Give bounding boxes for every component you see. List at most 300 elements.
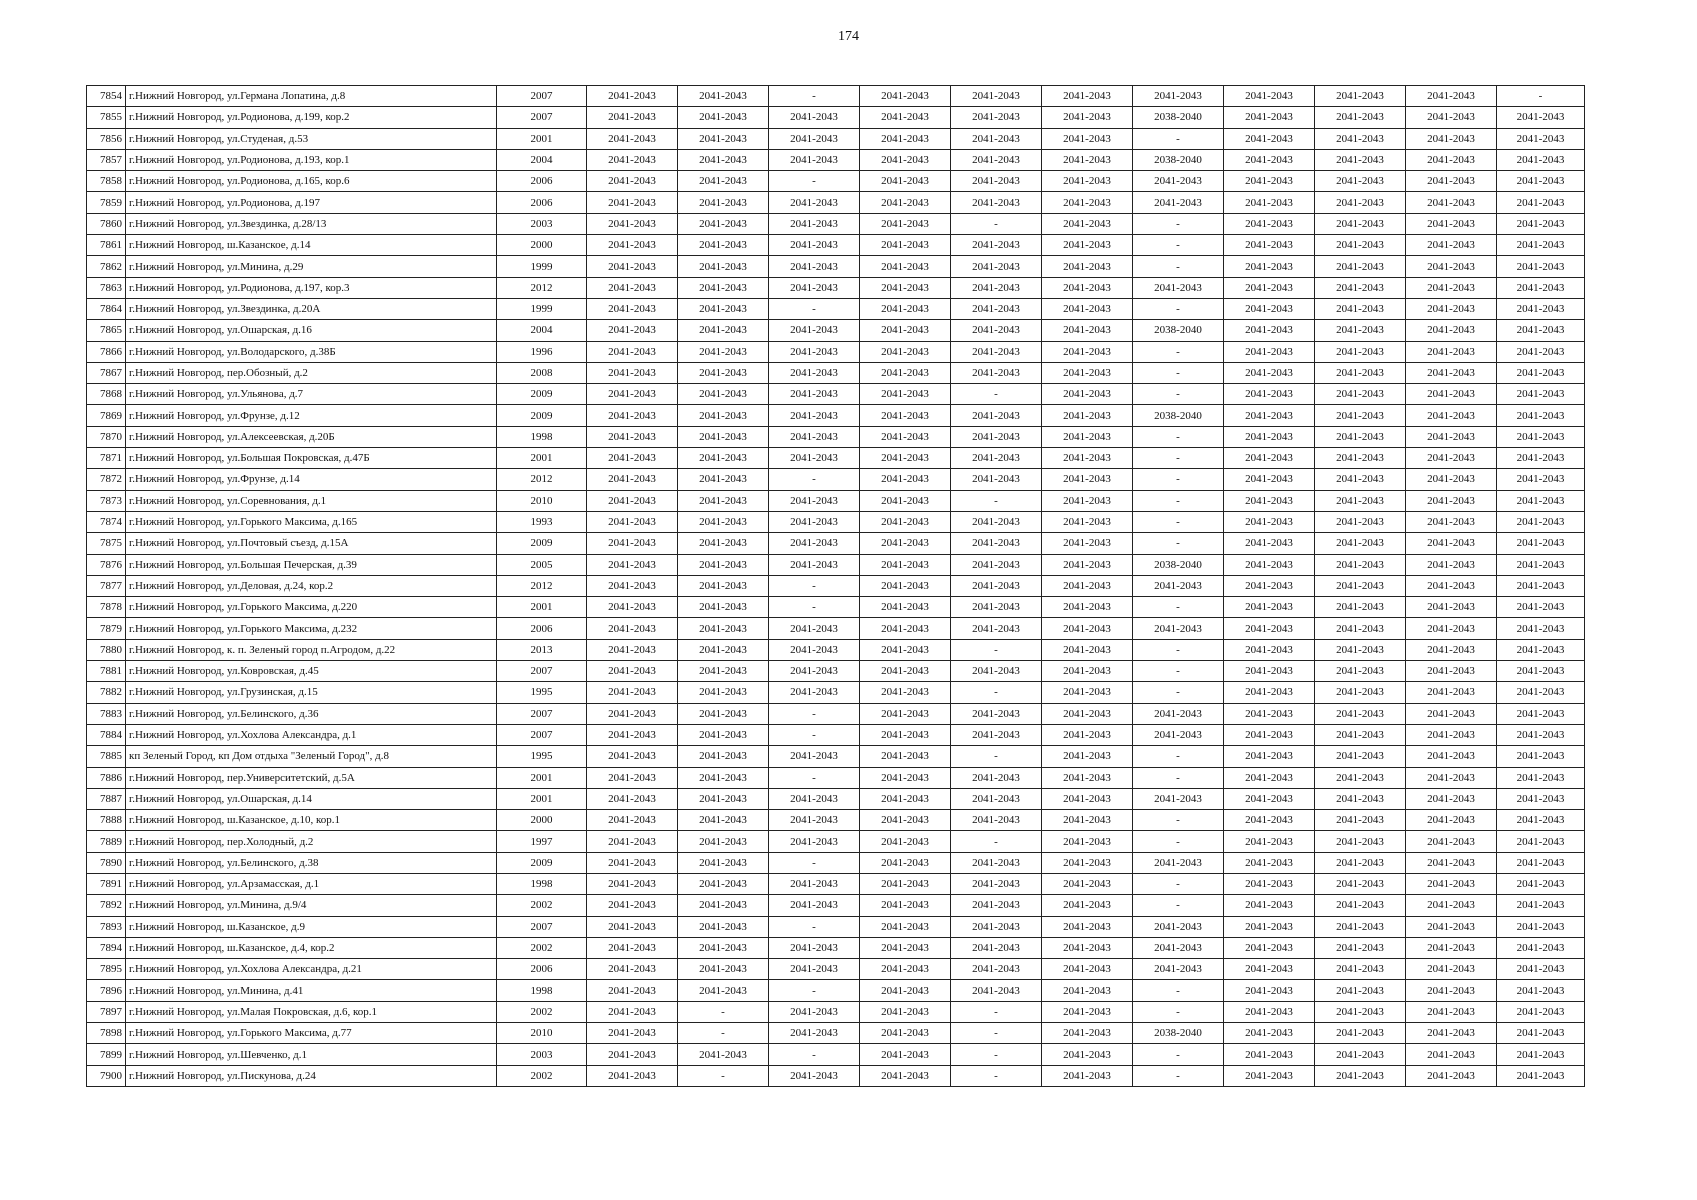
period-cell: 2038-2040 (1133, 149, 1224, 170)
year-cell: 2006 (497, 192, 587, 213)
period-cell: 2041-2043 (1133, 788, 1224, 809)
period-cell: - (1133, 341, 1224, 362)
table-row (87, 1023, 1585, 1044)
period-cell: 2041-2043 (1315, 405, 1406, 426)
period-cell: 2041-2043 (1497, 362, 1585, 383)
period-cell: 2041-2043 (678, 469, 769, 490)
period-cell: 2041-2043 (678, 171, 769, 192)
period-cell: 2041-2043 (1224, 959, 1315, 980)
period-cell: 2041-2043 (1224, 746, 1315, 767)
period-cell: 2041-2043 (1497, 490, 1585, 511)
table-row (87, 235, 1585, 256)
period-cell: 2041-2043 (1406, 277, 1497, 298)
period-cell: 2041-2043 (860, 746, 951, 767)
year-cell: 2013 (497, 639, 587, 660)
period-cell: 2041-2043 (1497, 128, 1585, 149)
period-cell: 2038-2040 (1133, 405, 1224, 426)
table-row (87, 873, 1585, 894)
period-cell: 2041-2043 (1224, 256, 1315, 277)
address-cell: г.Нижний Новгород, ул.Горького Максима, д.232 (126, 618, 497, 639)
table-row (87, 86, 1585, 107)
row-number-cell: 7854 (87, 86, 126, 107)
period-cell: 2041-2043 (678, 235, 769, 256)
period-cell: 2041-2043 (1315, 341, 1406, 362)
period-cell: 2041-2043 (769, 192, 860, 213)
period-cell: 2041-2043 (678, 575, 769, 596)
period-cell: 2041-2043 (1224, 341, 1315, 362)
period-cell: 2041-2043 (587, 171, 678, 192)
period-cell: - (769, 298, 860, 319)
period-cell: 2041-2043 (1042, 873, 1133, 894)
year-cell: 2010 (497, 1023, 587, 1044)
period-cell: 2041-2043 (1406, 362, 1497, 383)
period-cell: 2041-2043 (1133, 959, 1224, 980)
period-cell: 2041-2043 (860, 980, 951, 1001)
period-cell: 2041-2043 (1315, 511, 1406, 532)
period-cell: - (1497, 86, 1585, 107)
address-cell: г.Нижний Новгород, ул.Звездинка, д.28/13 (126, 213, 497, 234)
period-cell: 2041-2043 (860, 320, 951, 341)
year-cell: 2000 (497, 235, 587, 256)
table-row (87, 320, 1585, 341)
period-cell: - (1133, 128, 1224, 149)
period-cell: 2041-2043 (1406, 149, 1497, 170)
year-cell: 1995 (497, 682, 587, 703)
period-cell: 2041-2043 (1497, 298, 1585, 319)
period-cell: 2041-2043 (769, 490, 860, 511)
period-cell: 2041-2043 (860, 362, 951, 383)
table-row (87, 618, 1585, 639)
period-cell: 2041-2043 (860, 192, 951, 213)
period-cell: 2041-2043 (1224, 86, 1315, 107)
period-cell: 2041-2043 (1133, 171, 1224, 192)
period-cell: 2041-2043 (860, 405, 951, 426)
row-number-cell: 7886 (87, 767, 126, 788)
period-cell: - (1133, 426, 1224, 447)
period-cell: 2041-2043 (1406, 533, 1497, 554)
period-cell: 2041-2043 (678, 384, 769, 405)
period-cell: 2041-2043 (1224, 575, 1315, 596)
period-cell: 2041-2043 (1497, 724, 1585, 745)
period-cell: 2041-2043 (1497, 682, 1585, 703)
period-cell: 2041-2043 (1315, 490, 1406, 511)
period-cell: 2041-2043 (1315, 384, 1406, 405)
period-cell: 2041-2043 (587, 384, 678, 405)
period-cell: 2041-2043 (1315, 639, 1406, 660)
period-cell: 2041-2043 (1315, 788, 1406, 809)
period-cell: 2041-2043 (769, 128, 860, 149)
period-cell: 2041-2043 (1406, 490, 1497, 511)
period-cell: - (769, 980, 860, 1001)
period-cell: 2041-2043 (769, 959, 860, 980)
period-cell: 2041-2043 (1315, 767, 1406, 788)
period-cell: 2041-2043 (1406, 873, 1497, 894)
row-number-cell: 7869 (87, 405, 126, 426)
row-number-cell: 7868 (87, 384, 126, 405)
address-cell: г.Нижний Новгород, ул.Ошарская, д.14 (126, 788, 497, 809)
period-cell: 2038-2040 (1133, 1023, 1224, 1044)
period-cell: 2041-2043 (860, 703, 951, 724)
table-row (87, 171, 1585, 192)
period-cell: 2041-2043 (1406, 852, 1497, 873)
period-cell: 2041-2043 (1406, 341, 1497, 362)
period-cell: 2041-2043 (1315, 810, 1406, 831)
year-cell: 2009 (497, 533, 587, 554)
period-cell: - (951, 682, 1042, 703)
year-cell: 2001 (497, 597, 587, 618)
period-cell: 2041-2043 (951, 554, 1042, 575)
period-cell: 2041-2043 (951, 341, 1042, 362)
table-row (87, 831, 1585, 852)
period-cell: 2041-2043 (1497, 405, 1585, 426)
table-row (87, 980, 1585, 1001)
period-cell: 2041-2043 (587, 511, 678, 532)
period-cell: 2041-2043 (1315, 213, 1406, 234)
period-cell: 2041-2043 (587, 86, 678, 107)
period-cell: 2041-2043 (769, 1023, 860, 1044)
period-cell: 2041-2043 (587, 618, 678, 639)
period-cell: 2041-2043 (1406, 1023, 1497, 1044)
period-cell: 2041-2043 (951, 405, 1042, 426)
period-cell: 2041-2043 (1315, 149, 1406, 170)
address-cell: г.Нижний Новгород, ул.Большая Печерская, д.39 (126, 554, 497, 575)
period-cell: 2041-2043 (1224, 192, 1315, 213)
period-cell: 2041-2043 (860, 639, 951, 660)
table-row (87, 341, 1585, 362)
period-cell: 2041-2043 (1406, 831, 1497, 852)
year-cell: 2009 (497, 384, 587, 405)
year-cell: 2007 (497, 916, 587, 937)
table-row (87, 1001, 1585, 1022)
period-cell: 2041-2043 (1315, 746, 1406, 767)
address-cell: г.Нижний Новгород, ул.Родионова, д.165, кор.6 (126, 171, 497, 192)
period-cell: 2041-2043 (1224, 107, 1315, 128)
year-cell: 2002 (497, 1065, 587, 1086)
year-cell: 2008 (497, 362, 587, 383)
period-cell: 2041-2043 (769, 1001, 860, 1022)
period-cell: - (1133, 511, 1224, 532)
period-cell: 2041-2043 (860, 533, 951, 554)
table-row (87, 1065, 1585, 1086)
period-cell: 2041-2043 (769, 746, 860, 767)
period-cell: 2041-2043 (860, 916, 951, 937)
period-cell: 2041-2043 (678, 959, 769, 980)
period-cell: 2041-2043 (1224, 1023, 1315, 1044)
period-cell: 2041-2043 (587, 810, 678, 831)
period-cell: 2041-2043 (1406, 1001, 1497, 1022)
table-row (87, 810, 1585, 831)
row-number-cell: 7865 (87, 320, 126, 341)
period-cell: 2038-2040 (1133, 320, 1224, 341)
period-cell: 2041-2043 (587, 362, 678, 383)
period-cell: 2041-2043 (1315, 362, 1406, 383)
table-row (87, 916, 1585, 937)
period-cell: 2041-2043 (860, 1065, 951, 1086)
table-row (87, 895, 1585, 916)
period-cell: 2041-2043 (1315, 86, 1406, 107)
year-cell: 2001 (497, 448, 587, 469)
year-cell: 2004 (497, 320, 587, 341)
year-cell: 2012 (497, 469, 587, 490)
period-cell: 2041-2043 (1042, 277, 1133, 298)
period-cell: 2041-2043 (1042, 128, 1133, 149)
period-cell: 2041-2043 (587, 746, 678, 767)
address-cell: кп Зеленый Город, кп Дом отдыха "Зеленый Город", д.8 (126, 746, 497, 767)
row-number-cell: 7871 (87, 448, 126, 469)
period-cell: 2041-2043 (860, 810, 951, 831)
table-row (87, 639, 1585, 660)
period-cell: - (678, 1001, 769, 1022)
period-cell: 2041-2043 (1315, 469, 1406, 490)
period-cell: 2041-2043 (1224, 980, 1315, 1001)
row-number-cell: 7891 (87, 873, 126, 894)
period-cell: 2041-2043 (678, 788, 769, 809)
period-cell: 2041-2043 (678, 362, 769, 383)
period-cell: - (1133, 746, 1224, 767)
period-cell: - (1133, 213, 1224, 234)
table-body (87, 86, 1585, 1087)
period-cell: 2041-2043 (1497, 980, 1585, 1001)
period-cell: 2041-2043 (1497, 639, 1585, 660)
row-number-cell: 7893 (87, 916, 126, 937)
period-cell: 2041-2043 (1497, 575, 1585, 596)
period-cell: 2041-2043 (951, 810, 1042, 831)
period-cell: 2041-2043 (678, 1044, 769, 1065)
period-cell: 2041-2043 (951, 767, 1042, 788)
table-row (87, 554, 1585, 575)
table-row (87, 256, 1585, 277)
year-cell: 2003 (497, 213, 587, 234)
period-cell: 2041-2043 (678, 277, 769, 298)
year-cell: 2010 (497, 490, 587, 511)
period-cell: 2041-2043 (951, 618, 1042, 639)
period-cell: - (1133, 682, 1224, 703)
period-cell: 2041-2043 (860, 511, 951, 532)
period-cell: 2041-2043 (1224, 1001, 1315, 1022)
period-cell: 2041-2043 (587, 937, 678, 958)
period-cell: 2041-2043 (1224, 533, 1315, 554)
period-cell: 2041-2043 (951, 873, 1042, 894)
period-cell: 2041-2043 (769, 788, 860, 809)
row-number-cell: 7882 (87, 682, 126, 703)
address-cell: г.Нижний Новгород, ул.Ковровская, д.45 (126, 661, 497, 682)
period-cell: 2041-2043 (769, 448, 860, 469)
period-cell: 2041-2043 (1406, 980, 1497, 1001)
period-cell: 2041-2043 (1224, 235, 1315, 256)
period-cell: 2041-2043 (678, 149, 769, 170)
period-cell: 2041-2043 (587, 235, 678, 256)
period-cell: 2041-2043 (1224, 149, 1315, 170)
period-cell: 2041-2043 (1224, 937, 1315, 958)
period-cell: 2041-2043 (587, 575, 678, 596)
period-cell: 2041-2043 (860, 469, 951, 490)
period-cell: 2041-2043 (1406, 618, 1497, 639)
period-cell: 2041-2043 (1406, 426, 1497, 447)
table-row (87, 661, 1585, 682)
period-cell: 2041-2043 (1315, 1065, 1406, 1086)
period-cell: 2041-2043 (769, 554, 860, 575)
period-cell: 2041-2043 (1315, 107, 1406, 128)
period-cell: 2041-2043 (951, 298, 1042, 319)
address-cell: г.Нижний Новгород, ул.Почтовый съезд, д.15А (126, 533, 497, 554)
period-cell: 2041-2043 (860, 554, 951, 575)
period-cell: 2041-2043 (769, 511, 860, 532)
period-cell: - (1133, 362, 1224, 383)
period-cell: 2041-2043 (1497, 213, 1585, 234)
period-cell: 2041-2043 (1042, 448, 1133, 469)
address-cell: г.Нижний Новгород, пер.Холодный, д.2 (126, 831, 497, 852)
period-cell: - (1133, 1065, 1224, 1086)
row-number-cell: 7875 (87, 533, 126, 554)
period-cell: 2041-2043 (1497, 511, 1585, 532)
address-cell: г.Нижний Новгород, ул.Студеная, д.53 (126, 128, 497, 149)
period-cell: 2041-2043 (678, 490, 769, 511)
period-cell: 2041-2043 (769, 107, 860, 128)
period-cell: 2041-2043 (1224, 639, 1315, 660)
period-cell: 2041-2043 (1497, 852, 1585, 873)
period-cell: 2041-2043 (1497, 895, 1585, 916)
period-cell: 2041-2043 (769, 639, 860, 660)
period-cell: 2041-2043 (587, 341, 678, 362)
row-number-cell: 7856 (87, 128, 126, 149)
row-number-cell: 7878 (87, 597, 126, 618)
period-cell: - (951, 1001, 1042, 1022)
period-cell: 2041-2043 (1042, 320, 1133, 341)
period-cell: 2041-2043 (678, 213, 769, 234)
period-cell: 2041-2043 (1497, 426, 1585, 447)
address-cell: г.Нижний Новгород, ул.Большая Покровская, д.47Б (126, 448, 497, 469)
year-cell: 2005 (497, 554, 587, 575)
period-cell: 2041-2043 (678, 341, 769, 362)
period-cell: 2041-2043 (951, 128, 1042, 149)
row-number-cell: 7884 (87, 724, 126, 745)
period-cell: 2041-2043 (1406, 511, 1497, 532)
period-cell: 2041-2043 (1497, 235, 1585, 256)
period-cell: 2041-2043 (860, 895, 951, 916)
period-cell: 2041-2043 (678, 852, 769, 873)
year-cell: 1998 (497, 426, 587, 447)
row-number-cell: 7867 (87, 362, 126, 383)
period-cell: 2041-2043 (860, 448, 951, 469)
period-cell: 2041-2043 (678, 873, 769, 894)
period-cell: 2041-2043 (1497, 788, 1585, 809)
period-cell: 2041-2043 (678, 618, 769, 639)
period-cell: 2041-2043 (587, 128, 678, 149)
table-row (87, 703, 1585, 724)
period-cell: 2041-2043 (860, 661, 951, 682)
row-number-cell: 7897 (87, 1001, 126, 1022)
row-number-cell: 7896 (87, 980, 126, 1001)
year-cell: 1998 (497, 873, 587, 894)
period-cell: 2041-2043 (1497, 1023, 1585, 1044)
period-cell: 2041-2043 (587, 490, 678, 511)
period-cell: 2041-2043 (951, 149, 1042, 170)
period-cell: 2041-2043 (587, 149, 678, 170)
period-cell: - (1133, 831, 1224, 852)
period-cell: 2041-2043 (1224, 597, 1315, 618)
year-cell: 2007 (497, 724, 587, 745)
period-cell: 2041-2043 (1315, 235, 1406, 256)
period-cell: 2041-2043 (860, 682, 951, 703)
period-cell: 2041-2043 (1224, 213, 1315, 234)
period-cell: - (951, 746, 1042, 767)
row-number-cell: 7861 (87, 235, 126, 256)
period-cell: 2041-2043 (1406, 256, 1497, 277)
address-cell: г.Нижний Новгород, ул.Горького Максима, д.220 (126, 597, 497, 618)
row-number-cell: 7881 (87, 661, 126, 682)
year-cell: 2006 (497, 959, 587, 980)
period-cell: 2041-2043 (1042, 341, 1133, 362)
period-cell: 2041-2043 (951, 192, 1042, 213)
period-cell: 2041-2043 (860, 384, 951, 405)
period-cell: 2041-2043 (587, 597, 678, 618)
row-number-cell: 7860 (87, 213, 126, 234)
address-cell: г.Нижний Новгород, ул.Германа Лопатина, д.8 (126, 86, 497, 107)
period-cell: - (678, 1065, 769, 1086)
period-cell: 2041-2043 (1224, 810, 1315, 831)
period-cell: 2041-2043 (860, 959, 951, 980)
period-cell: 2041-2043 (769, 831, 860, 852)
period-cell: 2041-2043 (769, 384, 860, 405)
period-cell: 2041-2043 (1406, 916, 1497, 937)
period-cell: 2041-2043 (860, 490, 951, 511)
address-cell: г.Нижний Новгород, пер.Обозный, д.2 (126, 362, 497, 383)
period-cell: 2041-2043 (860, 107, 951, 128)
address-cell: г.Нижний Новгород, ул.Минина, д.41 (126, 980, 497, 1001)
row-number-cell: 7900 (87, 1065, 126, 1086)
period-cell: 2041-2043 (769, 895, 860, 916)
year-cell: 1999 (497, 256, 587, 277)
period-cell: 2041-2043 (951, 107, 1042, 128)
row-number-cell: 7899 (87, 1044, 126, 1065)
period-cell: 2041-2043 (1497, 618, 1585, 639)
row-number-cell: 7879 (87, 618, 126, 639)
period-cell: 2041-2043 (1224, 384, 1315, 405)
table-row (87, 575, 1585, 596)
period-cell: 2038-2040 (1133, 107, 1224, 128)
period-cell: - (1133, 980, 1224, 1001)
period-cell: 2041-2043 (1315, 980, 1406, 1001)
period-cell: 2041-2043 (587, 469, 678, 490)
period-cell: 2041-2043 (1224, 873, 1315, 894)
period-cell: 2041-2043 (1406, 107, 1497, 128)
address-cell: г.Нижний Новгород, пер.Университетский, д.5А (126, 767, 497, 788)
period-cell: 2041-2043 (587, 916, 678, 937)
row-number-cell: 7892 (87, 895, 126, 916)
period-cell: 2041-2043 (678, 767, 769, 788)
period-cell: 2041-2043 (1042, 192, 1133, 213)
year-cell: 2002 (497, 937, 587, 958)
period-cell: 2041-2043 (1497, 107, 1585, 128)
period-cell: 2041-2043 (1406, 661, 1497, 682)
period-cell: 2041-2043 (1042, 362, 1133, 383)
period-cell: 2041-2043 (587, 788, 678, 809)
period-cell: 2041-2043 (1497, 256, 1585, 277)
address-cell: г.Нижний Новгород, ул.Минина, д.29 (126, 256, 497, 277)
period-cell: 2041-2043 (1406, 724, 1497, 745)
period-cell: 2041-2043 (1224, 703, 1315, 724)
period-cell: - (951, 1023, 1042, 1044)
table-row (87, 107, 1585, 128)
year-cell: 2012 (497, 277, 587, 298)
period-cell: 2041-2043 (1315, 852, 1406, 873)
period-cell: 2041-2043 (1315, 1023, 1406, 1044)
period-cell: 2041-2043 (1406, 235, 1497, 256)
period-cell: 2041-2043 (587, 661, 678, 682)
row-number-cell: 7877 (87, 575, 126, 596)
period-cell: 2041-2043 (587, 320, 678, 341)
period-cell: 2041-2043 (1042, 469, 1133, 490)
